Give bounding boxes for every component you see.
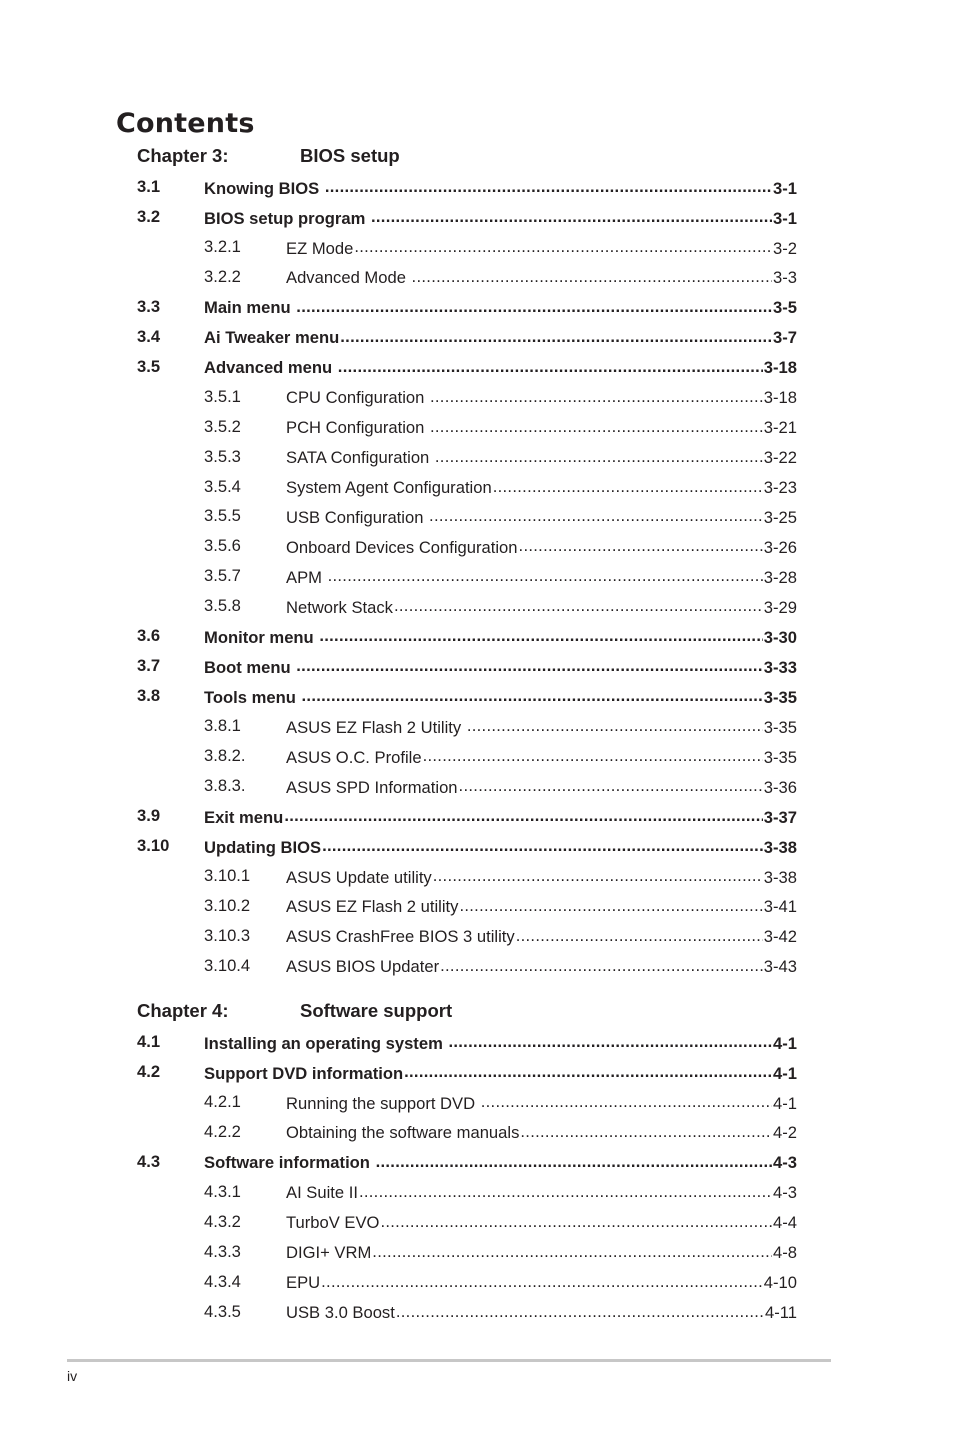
toc-entry[interactable] xyxy=(137,502,797,532)
toc-entry[interactable] xyxy=(137,922,797,952)
section-title[interactable]: CPU Configuration xyxy=(286,388,429,408)
dot-leader xyxy=(359,1182,772,1199)
dot-leader xyxy=(371,207,772,224)
page-ref: 3-5 xyxy=(773,298,797,318)
section-title[interactable]: Monitor menu xyxy=(204,627,319,647)
page-ref: 4-1 xyxy=(773,1093,797,1113)
toc-entry[interactable] xyxy=(137,652,797,682)
toc-entry[interactable] xyxy=(137,592,797,622)
dot-leader xyxy=(296,297,772,314)
toc-entry[interactable] xyxy=(137,622,797,652)
section-number: 3.5.3 xyxy=(204,446,241,466)
page-ref: 3-35 xyxy=(763,747,797,767)
section-title[interactable]: System Agent Configuration xyxy=(286,478,492,498)
entry-line xyxy=(286,387,797,409)
dot-leader xyxy=(448,1032,772,1049)
section-title[interactable]: Running the support DVD xyxy=(286,1093,480,1113)
page-ref: 3-26 xyxy=(763,538,797,558)
page-number: iv xyxy=(67,1368,78,1384)
page-ref: 4-8 xyxy=(773,1243,797,1263)
section-title[interactable]: Onboard Devices Configuration xyxy=(286,538,518,558)
chapter-name: BIOS setup xyxy=(300,145,400,166)
section-number: 3.6 xyxy=(137,626,161,646)
toc-entry[interactable] xyxy=(137,952,797,982)
section-number: 3.10 xyxy=(137,835,170,855)
section-title[interactable]: ASUS O.C. Profile xyxy=(286,747,422,767)
entry-line xyxy=(286,417,797,439)
toc-entry[interactable] xyxy=(137,712,797,742)
section-number: 3.8.3. xyxy=(204,776,246,796)
section-title[interactable]: USB 3.0 Boost xyxy=(286,1303,395,1323)
dot-leader xyxy=(435,447,763,464)
dot-leader xyxy=(459,776,763,793)
page-ref: 4-1 xyxy=(773,1033,797,1053)
page-ref: 3-7 xyxy=(773,328,797,348)
entry-line xyxy=(286,896,797,918)
page-ref: 3-1 xyxy=(773,208,797,228)
entry-line xyxy=(286,776,797,798)
entry-line xyxy=(286,926,797,948)
entry-line xyxy=(204,1152,797,1174)
section-title[interactable]: ASUS EZ Flash 2 utility xyxy=(286,897,459,917)
section-title[interactable]: SATA Configuration xyxy=(286,448,434,468)
section-number: 3.9 xyxy=(137,806,161,826)
dot-leader xyxy=(376,1152,772,1169)
page-ref: 3-23 xyxy=(763,478,797,498)
entry-line xyxy=(286,956,797,978)
section-number: 3.10.1 xyxy=(204,865,251,885)
dot-leader xyxy=(493,477,763,494)
dot-leader xyxy=(440,956,763,973)
section-title[interactable]: AI Suite II xyxy=(286,1183,358,1203)
section-title[interactable]: ASUS CrashFree BIOS 3 utility xyxy=(286,927,515,947)
toc-entry[interactable] xyxy=(137,203,797,233)
section-number: 3.5.5 xyxy=(204,506,241,526)
entry-line xyxy=(286,566,797,588)
section-number: 3.7 xyxy=(137,656,161,676)
dot-leader xyxy=(404,1062,772,1079)
entry-line xyxy=(286,267,797,289)
section-title[interactable]: Obtaining the software manuals xyxy=(286,1123,520,1143)
section-number: 3.2.2 xyxy=(204,266,241,286)
dot-leader xyxy=(302,686,763,703)
page-ref: 3-38 xyxy=(763,837,797,857)
page-title: Contents xyxy=(116,108,255,140)
dot-leader xyxy=(322,836,763,853)
entry-line xyxy=(204,297,797,319)
section-title[interactable]: EPU xyxy=(286,1273,321,1293)
toc-entry[interactable] xyxy=(137,772,797,802)
dot-leader xyxy=(429,506,763,523)
page-ref: 3-18 xyxy=(763,388,797,408)
entry-line xyxy=(286,1272,797,1294)
dot-leader xyxy=(394,596,763,613)
page-ref: 4-11 xyxy=(765,1303,797,1323)
dot-leader xyxy=(467,716,763,733)
toc-list xyxy=(137,1028,797,1328)
section-title[interactable]: Ai Tweaker menu xyxy=(204,328,340,348)
section-title[interactable]: Advanced Mode xyxy=(286,268,411,288)
section-number: 3.8 xyxy=(137,686,161,706)
section-number: 3.5.7 xyxy=(204,566,241,586)
dot-leader xyxy=(396,1302,764,1319)
dot-leader xyxy=(319,626,762,643)
section-title[interactable]: Exit menu xyxy=(204,807,284,827)
section-number: 4.3.1 xyxy=(204,1181,241,1201)
dot-leader xyxy=(338,357,763,374)
dot-leader xyxy=(372,1242,772,1259)
toc-entry[interactable] xyxy=(137,862,797,892)
toc-entry[interactable] xyxy=(137,263,797,293)
section-title[interactable]: Tools menu xyxy=(204,687,301,707)
dot-leader xyxy=(430,417,763,434)
page-ref: 3-35 xyxy=(763,687,797,707)
toc-entry[interactable] xyxy=(137,173,797,203)
entry-line xyxy=(204,327,797,349)
dot-leader xyxy=(459,896,762,913)
page-ref: 3-35 xyxy=(763,717,797,737)
section-number: 3.10.4 xyxy=(204,955,251,975)
toc-entry[interactable] xyxy=(137,293,797,323)
section-number: 4.2.1 xyxy=(204,1091,241,1111)
section-title[interactable]: Software information xyxy=(204,1153,375,1173)
section-title[interactable]: Knowing BIOS xyxy=(204,178,324,198)
dot-leader xyxy=(328,566,763,583)
toc-entry[interactable] xyxy=(137,562,797,592)
section-title[interactable]: PCH Configuration xyxy=(286,418,429,438)
section-number: 3.10.2 xyxy=(204,895,251,915)
section-title[interactable]: ASUS EZ Flash 2 Utility xyxy=(286,717,466,737)
section-number: 3.4 xyxy=(137,326,161,346)
page-ref: 4-4 xyxy=(773,1213,797,1233)
page-ref: 4-2 xyxy=(773,1123,797,1143)
page-ref: 3-36 xyxy=(763,777,797,797)
section-number: 4.2 xyxy=(137,1061,161,1081)
entry-line xyxy=(204,357,797,379)
section-title[interactable]: TurboV EVO xyxy=(286,1213,380,1233)
entry-line xyxy=(286,1212,797,1234)
chapter-label: Chapter 3: xyxy=(137,145,229,166)
section-title[interactable]: Updating BIOS xyxy=(204,837,322,857)
toc-entry[interactable] xyxy=(137,1058,797,1088)
section-number: 3.5.2 xyxy=(204,416,241,436)
entry-line xyxy=(204,686,797,708)
page-ref: 3-38 xyxy=(763,867,797,887)
section-number: 3.5.4 xyxy=(204,476,241,496)
entry-line xyxy=(286,477,797,499)
section-number: 3.2 xyxy=(137,206,161,226)
section-number: 4.2.2 xyxy=(204,1121,241,1141)
section-title[interactable]: DIGI+ VRM xyxy=(286,1243,372,1263)
section-number: 3.5.1 xyxy=(204,386,241,406)
toc-entry[interactable] xyxy=(137,383,797,413)
dot-leader xyxy=(296,656,763,673)
section-number: 4.1 xyxy=(137,1032,161,1051)
dot-leader xyxy=(520,1122,772,1139)
page-ref: 3-21 xyxy=(763,418,797,438)
section-number: 3.8.2. xyxy=(204,746,246,766)
entry-line xyxy=(204,1062,797,1084)
section-number: 4.3 xyxy=(137,1151,161,1171)
dot-leader xyxy=(481,1092,772,1109)
toc-entry[interactable] xyxy=(137,1208,797,1238)
entry-line xyxy=(204,806,797,828)
toc-entry[interactable] xyxy=(137,443,797,473)
section-number: 4.3.3 xyxy=(204,1241,241,1261)
page-ref: 3-29 xyxy=(763,597,797,617)
section-title[interactable]: APM xyxy=(286,567,327,587)
toc-entry[interactable] xyxy=(137,1268,797,1298)
section-number: 3.8.1 xyxy=(204,716,241,736)
entry-line xyxy=(286,237,797,259)
entry-line xyxy=(286,1092,797,1114)
entry-line xyxy=(286,746,797,768)
toc-entry[interactable] xyxy=(137,1178,797,1208)
entry-line xyxy=(286,1182,797,1204)
section-title[interactable]: ASUS SPD Information xyxy=(286,777,458,797)
section-title[interactable]: ASUS Update utility xyxy=(286,867,432,887)
section-number: 3.10.3 xyxy=(204,925,251,945)
toc-entry[interactable] xyxy=(137,233,797,263)
section-number: 3.1 xyxy=(137,177,161,196)
entry-line xyxy=(286,506,797,528)
dot-leader xyxy=(412,267,772,284)
toc-entry[interactable] xyxy=(137,353,797,383)
section-title[interactable]: BIOS setup program xyxy=(204,208,370,228)
section-number: 3.3 xyxy=(137,296,161,316)
section-title[interactable]: Support DVD information xyxy=(204,1063,404,1083)
entry-line xyxy=(286,596,797,618)
entry-line xyxy=(204,207,797,229)
toc-entry[interactable] xyxy=(137,413,797,443)
toc-entry[interactable] xyxy=(137,742,797,772)
entry-line xyxy=(204,626,797,648)
page-ref: 3-1 xyxy=(773,178,797,198)
dot-leader xyxy=(321,1272,763,1289)
dot-leader xyxy=(519,536,763,553)
page-ref: 3-30 xyxy=(763,627,797,647)
dot-leader xyxy=(354,237,772,254)
toc-entry[interactable] xyxy=(137,682,797,712)
entry-line xyxy=(204,656,797,678)
section-title[interactable]: Boot menu xyxy=(204,657,296,677)
section-title[interactable]: Installing an operating system xyxy=(204,1033,448,1053)
footer-rule xyxy=(67,1359,831,1362)
page-ref: 3-2 xyxy=(773,238,797,258)
dot-leader xyxy=(433,866,763,883)
toc-entry[interactable] xyxy=(137,1118,797,1148)
page-ref: 3-37 xyxy=(763,807,797,827)
chapter-label: Chapter 4: xyxy=(137,1000,229,1021)
page-ref: 3-25 xyxy=(763,508,797,528)
toc-entry[interactable] xyxy=(137,1148,797,1178)
page-ref: 3-41 xyxy=(763,897,797,917)
toc-entry[interactable] xyxy=(137,832,797,862)
entry-line xyxy=(286,536,797,558)
section-title[interactable]: EZ Mode xyxy=(286,238,354,258)
toc-list xyxy=(137,173,797,982)
entry-line xyxy=(204,177,797,199)
dot-leader xyxy=(340,327,772,344)
section-title[interactable]: Network Stack xyxy=(286,597,393,617)
toc-entry[interactable] xyxy=(137,473,797,503)
toc-entry[interactable] xyxy=(137,802,797,832)
entry-line xyxy=(286,866,797,888)
section-number: 4.3.5 xyxy=(204,1301,241,1321)
toc-entry[interactable] xyxy=(137,1238,797,1268)
page-ref: 4-1 xyxy=(773,1063,797,1083)
page-ref: 3-28 xyxy=(763,567,797,587)
page-ref: 3-3 xyxy=(773,268,797,288)
section-title[interactable]: Advanced menu xyxy=(204,358,337,378)
section-title[interactable]: USB Configuration xyxy=(286,508,429,528)
section-number: 4.3.2 xyxy=(204,1211,241,1231)
entry-line xyxy=(286,716,797,738)
page-ref: 3-18 xyxy=(763,358,797,378)
dot-leader xyxy=(516,926,763,943)
toc-entry[interactable] xyxy=(137,1028,797,1058)
dot-leader xyxy=(380,1212,772,1229)
entry-line xyxy=(204,1032,797,1054)
toc-entry[interactable] xyxy=(137,1088,797,1118)
page-ref: 3-33 xyxy=(763,657,797,677)
page-ref: 4-3 xyxy=(773,1183,797,1203)
entry-line xyxy=(286,1302,797,1324)
dot-leader xyxy=(325,177,772,194)
section-number: 3.5.6 xyxy=(204,536,241,556)
page-ref: 4-3 xyxy=(773,1153,797,1173)
page-ref: 3-42 xyxy=(763,927,797,947)
entry-line xyxy=(286,1122,797,1144)
dot-leader xyxy=(430,387,763,404)
chapter-name: Software support xyxy=(300,1000,453,1021)
page-ref: 3-43 xyxy=(763,957,797,977)
section-title[interactable]: ASUS BIOS Updater xyxy=(286,957,440,977)
page-ref: 3-22 xyxy=(763,448,797,468)
section-number: 3.5.8 xyxy=(204,596,241,616)
toc-entry[interactable] xyxy=(137,532,797,562)
entry-line xyxy=(286,447,797,469)
section-title[interactable]: Main menu xyxy=(204,298,296,318)
section-number: 3.2.1 xyxy=(204,236,241,256)
toc-entry[interactable] xyxy=(137,323,797,353)
section-number: 4.3.4 xyxy=(204,1271,241,1291)
toc-entry[interactable] xyxy=(137,1298,797,1328)
entry-line xyxy=(204,836,797,858)
dot-leader xyxy=(423,746,763,763)
entry-line xyxy=(286,1242,797,1264)
section-number: 3.5 xyxy=(137,356,161,376)
toc-entry[interactable] xyxy=(137,892,797,922)
dot-leader xyxy=(284,806,762,823)
page-ref: 4-10 xyxy=(763,1273,797,1293)
